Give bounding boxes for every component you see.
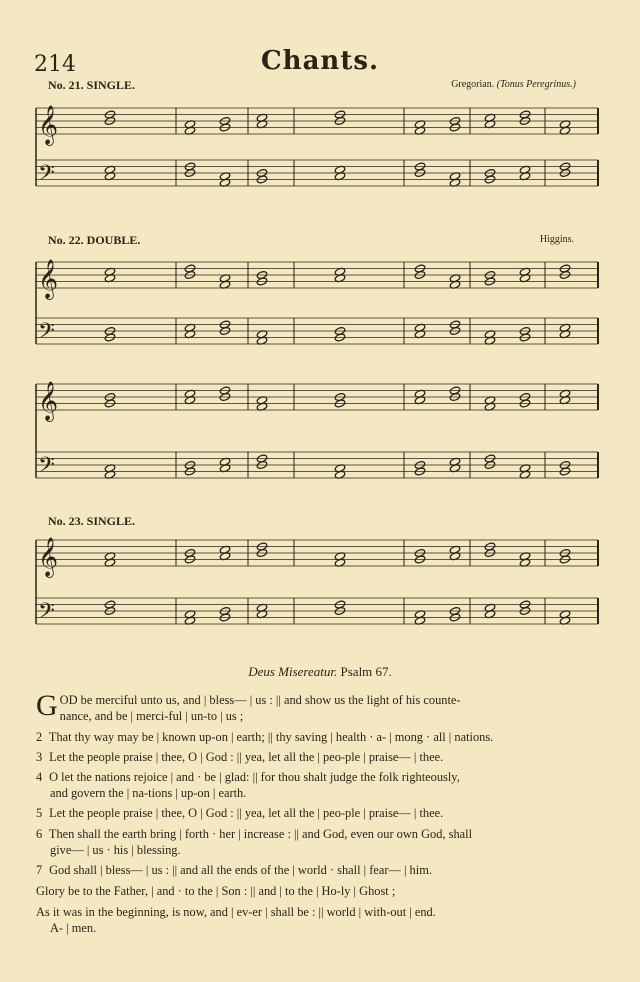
verse-2-line1: That thy way may be | known up-on | earth; || thy saving | health · a- | mong · all | nations. <box>48 730 494 744</box>
bass-clef-icon: 𝄢 <box>38 599 55 629</box>
verse-number: 5 <box>36 806 43 820</box>
psalm-reference: Psalm 67. <box>340 664 392 679</box>
verse-1-line1: OD be merciful unto us, and | bless— | us : || and show us the light of his counte- <box>59 693 461 707</box>
verse-number: 7 <box>36 863 43 877</box>
verse-3 <box>36 749 602 765</box>
page-title: Chants. <box>260 46 380 76</box>
verse-6-line1: Then shall the earth bring | forth · her | increase : || and God, even our own God, shall <box>48 827 473 841</box>
verse-number: 6 <box>36 827 43 841</box>
gloria-1 <box>36 883 602 899</box>
gloria-1-line1: Glory be to the Father, | and · to the | Son : || and | to the | Ho-ly | Ghost ; <box>36 884 396 898</box>
chant-21-heading: No. 21. SINGLE. <box>48 78 136 92</box>
verse-number: 4 <box>36 770 43 784</box>
treble-clef-icon: 𝄞 <box>38 537 59 577</box>
verse-7 <box>36 862 602 878</box>
verse-number: 2 <box>36 730 43 744</box>
verse-1 <box>36 689 602 724</box>
verse-2 <box>36 729 602 745</box>
verse-5 <box>36 805 602 821</box>
chant-22-heading: No. 22. DOUBLE. <box>48 233 141 247</box>
verse-4-line1: O let the nations rejoice | and · be | glad: || for thou shalt judge the folk righteously, <box>49 770 460 784</box>
chant-22-composer: Higgins. <box>539 234 574 245</box>
chant-21-tone: (Tonus Peregrinus.) <box>496 79 576 90</box>
chant-21-composer: Gregorian. <box>451 79 495 90</box>
gloria-2-line1: As it was in the beginning, is now, and | ev-er | shall be : || world | with-out | end. <box>36 905 436 919</box>
verse-number: 3 <box>36 750 43 764</box>
verse-4-line2: and govern the | na-tions | up-on | earth. <box>50 786 247 800</box>
psalm-title: Deus Misereatur. <box>248 664 338 679</box>
gloria-2-line2: A- | men. <box>50 921 97 935</box>
verse-3-line1: Let the people praise | thee, O | God : || yea, let all the | peo-ple | praise— | thee. <box>49 750 444 764</box>
treble-clef-icon: 𝄞 <box>38 105 59 145</box>
page-number: 214 <box>34 52 76 77</box>
drop-cap: G <box>36 689 58 722</box>
bass-clef-icon: 𝄢 <box>38 319 55 349</box>
gloria-2 <box>36 904 602 936</box>
verse-5-line1: Let the people praise | thee, O | God : || yea, let all the | peo-ple | praise— | thee. <box>49 806 444 820</box>
verse-7-line1: God shall | bless— | us : || and all the ends of the | world · shall | fear— | him. <box>49 863 432 877</box>
psalm-caption <box>0 664 640 680</box>
treble-clef-icon: 𝄞 <box>38 259 59 299</box>
verse-6-line2: give— | us · his | blessing. <box>50 843 181 857</box>
verse-4 <box>36 769 602 801</box>
bass-clef-icon: 𝄢 <box>38 161 55 191</box>
bass-clef-icon: 𝄢 <box>38 453 55 483</box>
treble-clef-icon: 𝄞 <box>38 381 59 421</box>
chant-23-heading: No. 23. SINGLE. <box>48 514 136 528</box>
verse-1-line2: nance, and be | merci-ful | un-to | us ; <box>59 709 244 723</box>
staff-systems <box>36 105 598 629</box>
verse-6 <box>36 826 602 858</box>
